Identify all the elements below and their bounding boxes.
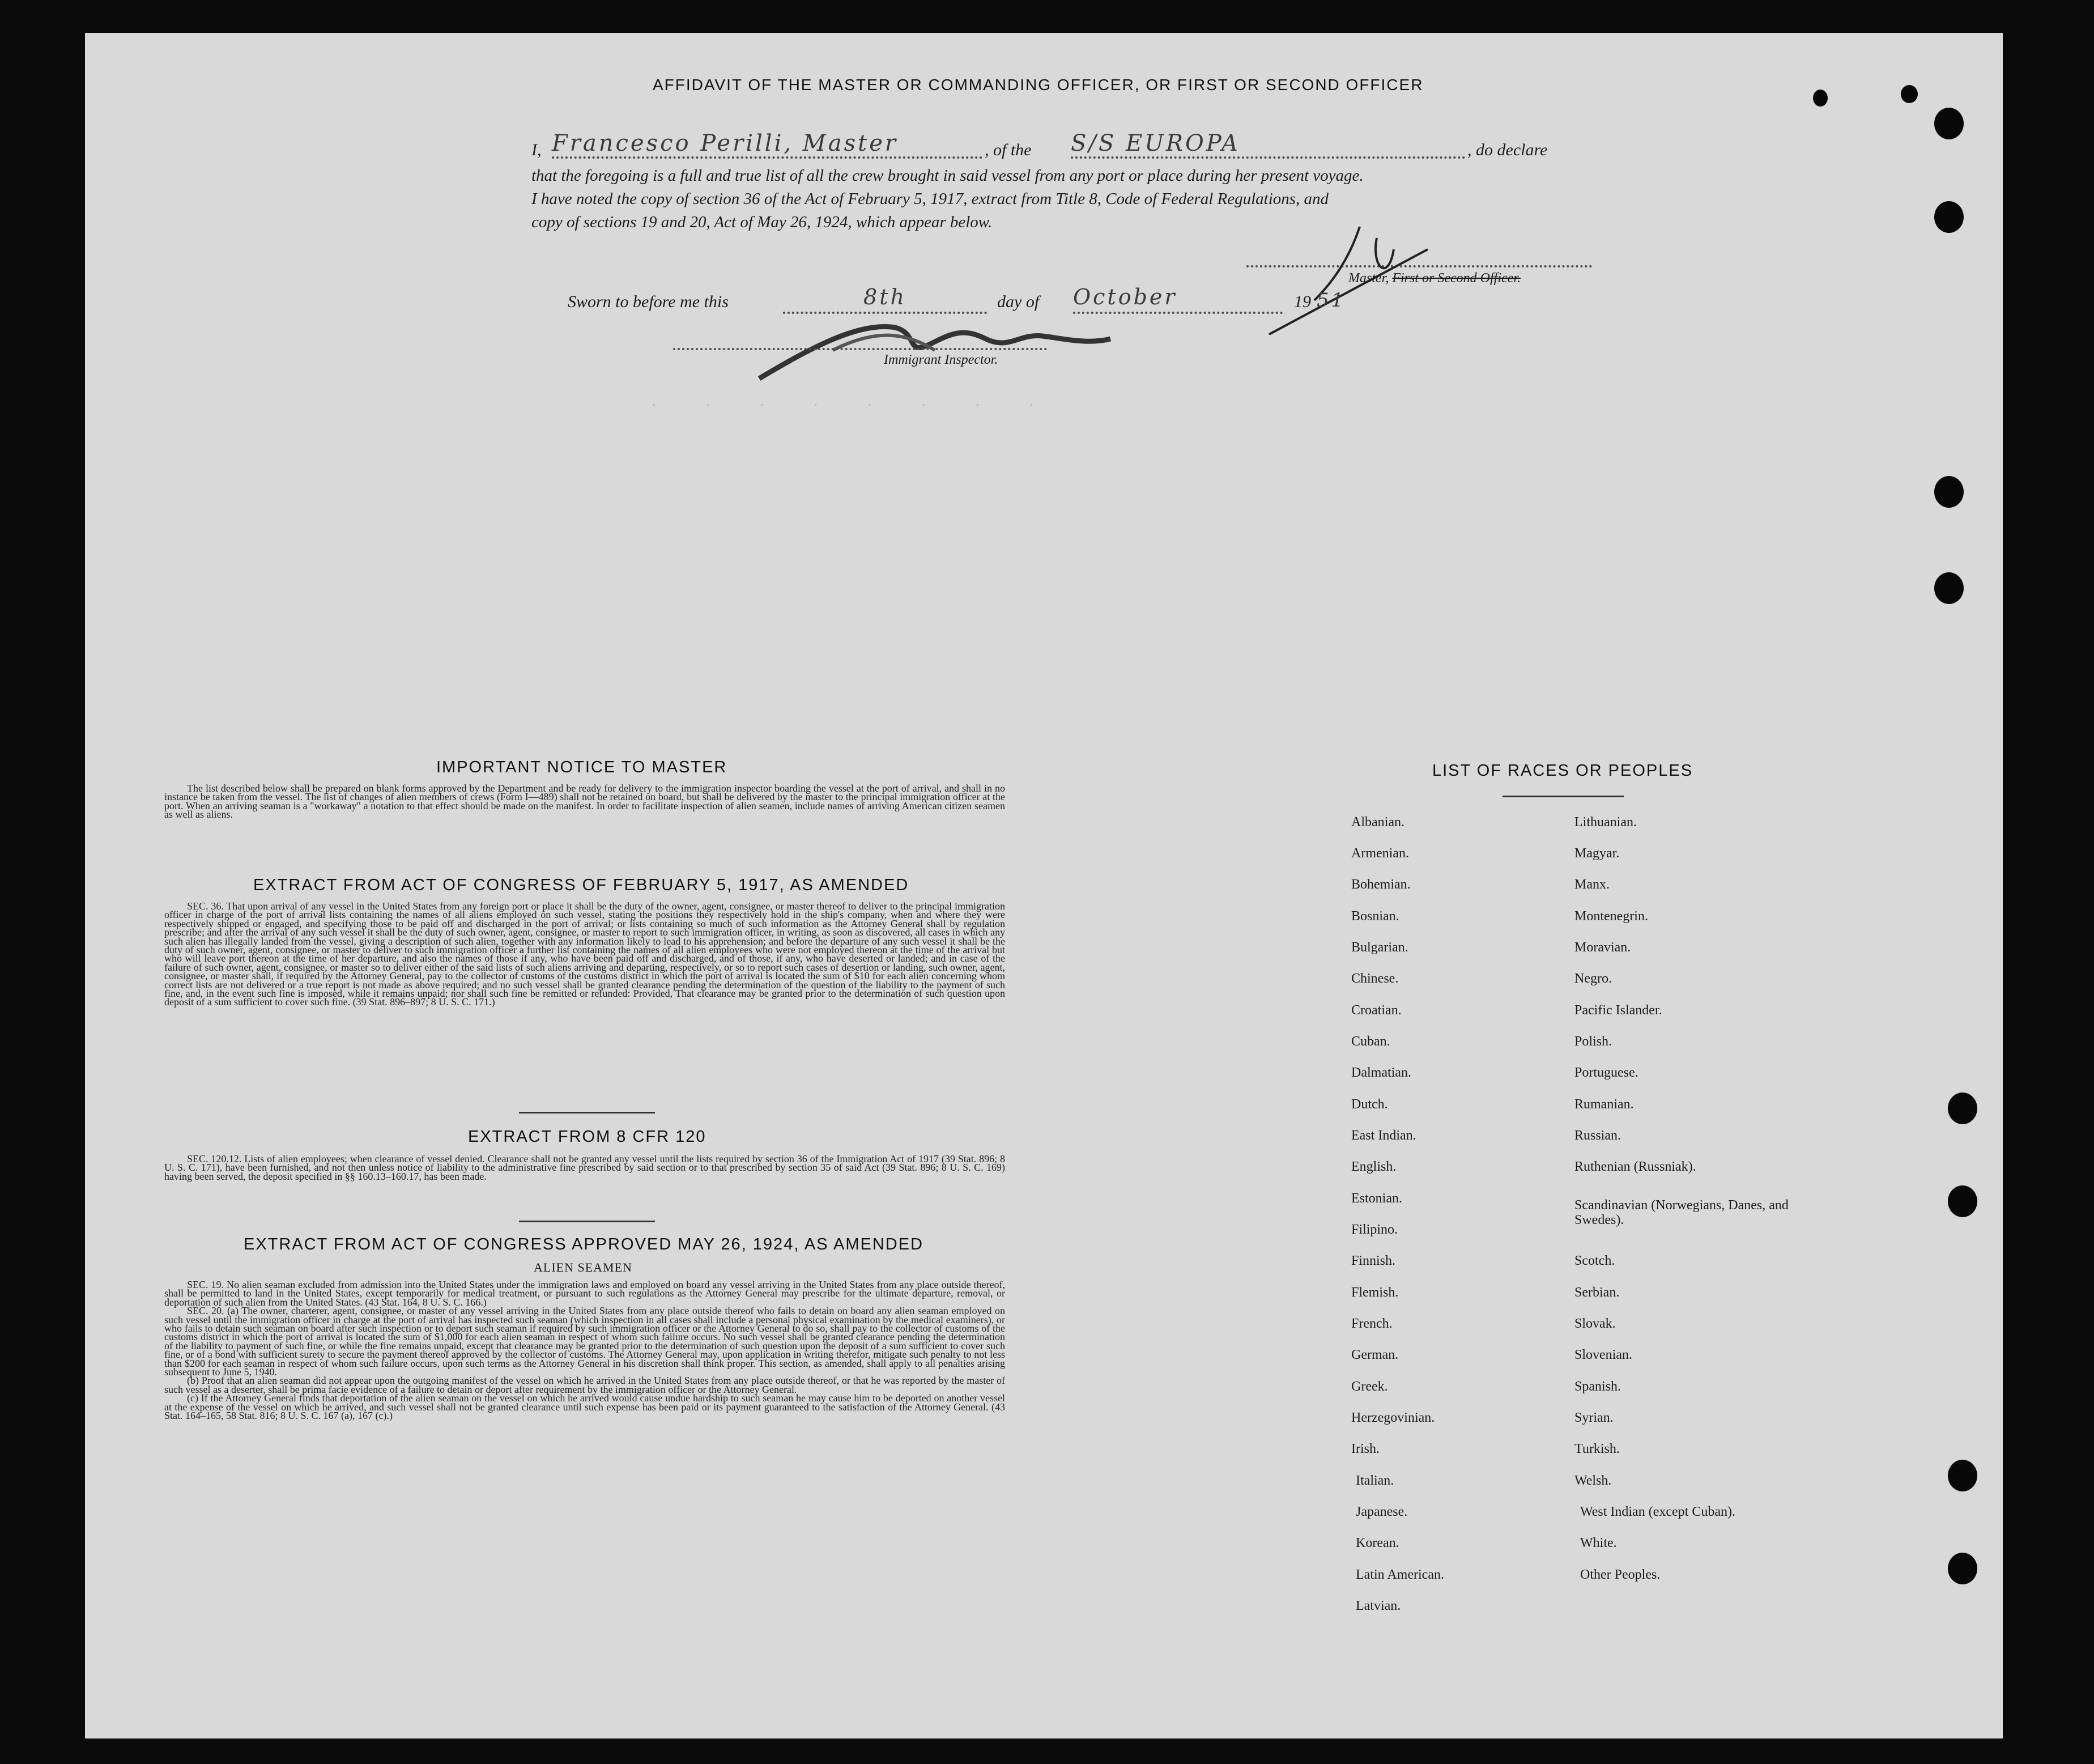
race-item: Ruthenian (Russniak). <box>1574 1159 1696 1174</box>
notice-text: The list described below shall be prepared on blank forms approved by the Department and be ready for delivery to the immigration inspector boarding the vessel at the port of arrival, and shall in no instance be taken from the vessel. The list of changes of alien members of crews (Form I—489) shall not be retained on board, but shall be delivered by the master to the principal immigration officer at the port. When an arriving seaman is a "workaway" a notation to that effect should be made on the manifest. In order to facilitate inspection of alien seamen, include names of arriving American citizen seamen as well as aliens. <box>164 783 1005 821</box>
binder-hole <box>1948 1553 1977 1584</box>
race-item: Albanian. <box>1351 815 1404 830</box>
race-item: Manx. <box>1574 877 1610 892</box>
race-item: Herzegovinian. <box>1351 1410 1435 1425</box>
sec-20c-text: (c) If the Attorney General finds that deportation of the alien seaman on the vessel on which he arrived would cause undue hardship to such seaman he may cause him to be deported on another vessel at the expense of the vessel on which he arrived, and such vessel shall not be granted clearance until such expense has been paid or its payment guaranteed to the satisfaction of the Attorney General. (43 Stat. 164–165, 58 Stat. 816; 8 U. S. C. 167 (a), 167 (c).) <box>164 1392 1005 1422</box>
race-item: Greek. <box>1351 1379 1388 1394</box>
race-item: Flemish. <box>1351 1285 1399 1300</box>
race-item: Slovenian. <box>1574 1348 1632 1362</box>
officer-label-struck: First or Second Officer. <box>1392 271 1521 286</box>
alien-seamen-subtitle: ALIEN SEAMEN <box>534 1260 632 1274</box>
inspector-signature-line <box>673 348 1047 350</box>
race-item: Spanish. <box>1574 1379 1621 1394</box>
officer-label-master: Master, <box>1348 271 1393 286</box>
race-item: Polish. <box>1574 1034 1612 1049</box>
race-item: Croatian. <box>1351 1003 1402 1018</box>
race-item: Magyar. <box>1574 846 1620 861</box>
declaration-line-4: copy of sections 19 and 20, Act of May 26, 1924, which appear below. <box>531 213 993 231</box>
inspector-label: Immigrant Inspector. <box>884 352 998 367</box>
race-item: Turkish. <box>1574 1442 1620 1456</box>
declaration-line-3: I have noted the copy of section 36 of the Act of February 5, 1917, extract from Title 8, Code of Federal Regulations, and <box>531 190 1329 208</box>
extract-1924-title: EXTRACT FROM ACT OF CONGRESS APPROVED MAY 26, 1924, AS AMENDED <box>244 1235 923 1253</box>
race-item: Irish. <box>1351 1442 1380 1456</box>
sworn-label: Sworn to before me this <box>568 292 729 311</box>
race-item: Russian. <box>1574 1128 1621 1143</box>
binder-hole <box>1813 90 1828 107</box>
extract-1917-title: EXTRACT FROM ACT OF CONGRESS OF FEBRUARY 5, 1917, AS AMENDED <box>253 876 909 894</box>
race-item: Bohemian. <box>1351 877 1411 892</box>
extract-1917-text: SEC. 36. That upon arrival of any vessel in the United States from any foreign port or place it shall be the duty of the owner, agent, consignee, or master thereof to deliver to the principal immigration officer in charge of the port of arrival lists containing the names of all aliens employed on such vessel, stating the positions they respectively hold in the ship's company, when and where they were respectively shipped or engaged, and specifying those to be paid off and discharged in the port of arrival; or lists containing so much of such information as the Attorney General shall by regulation prescribe; and after the arrival of any such vessel it shall be the duty of such owner, agent, consignee, or master to report to such immigration officer, in writing, as soon as discovered, all cases in which any such alien has illegally landed from the vessel, giving a description of such alien, together with any information likely to lead to his apprehension; and before the departure of any such vessel it shall be the duty of such owner, agent, consignee, or master to deliver to such immigration officer a further list containing the names of all alien employees who were not employed thereon at the time of the arrival but who will leave port thereon at the time of her departure, and also the names of those if any, who have been paid off and discharged, and of those, if any, who have deserted or landed; and in case of the failure of such owner, agent, consignee, or master so to deliver either of the said lists of such aliens arriving and departing, respectively, or so to report such cases of desertion or landing, such owner, agent, consignee, or master shall, if required by the Attorney General, pay to the collector of customs of the customs district in which the port of arrival is located the sum of $10 for each alien concerning whom correct lists are not delivered or a true report is not made as above required; and no such vessel shall be granted clearance pending the determination of the question of the liability to the payment of such fine, and, in the event such fine is imposed, while it remains unpaid; nor shall such fine be remitted or refunded: Provided, That clearance may be granted prior to the determination of such question upon deposit of a sum sufficient to cover such fine. (39 Stat. 896–897; 8 U. S. C. 171.) <box>164 900 1005 1008</box>
binder-hole <box>1901 85 1918 103</box>
affidavit-title: AFFIDAVIT OF THE MASTER OR COMMANDING OFFICER, OR FIRST OR SECOND OFFICER <box>653 76 1424 93</box>
of-the-label: , of the <box>985 141 1032 159</box>
race-item: Latvian. <box>1356 1599 1401 1613</box>
day-of-label: day of <box>997 292 1040 311</box>
race-item: French. <box>1351 1316 1393 1331</box>
race-item: Portuguese. <box>1574 1065 1638 1080</box>
race-item: Scotch. <box>1574 1253 1615 1268</box>
section-divider <box>519 1112 655 1113</box>
race-item: Latin American. <box>1356 1567 1444 1582</box>
race-item: Pacific Islander. <box>1574 1003 1662 1018</box>
race-item: East Indian. <box>1351 1128 1416 1143</box>
race-item: Slovak. <box>1574 1316 1616 1331</box>
race-item: Montenegrin. <box>1574 909 1648 924</box>
race-item: Rumanian. <box>1574 1097 1634 1112</box>
binder-hole <box>1934 572 1964 604</box>
race-item: Italian. <box>1356 1473 1394 1488</box>
master-name-field: Francesco Perilli, Master <box>552 130 982 159</box>
race-item: Chinese. <box>1351 971 1399 986</box>
race-item: Finnish. <box>1351 1253 1396 1268</box>
races-title-underline <box>1503 796 1624 797</box>
races-title: LIST OF RACES OR PEOPLES <box>1432 762 1693 780</box>
race-item: Estonian. <box>1351 1191 1402 1206</box>
binder-hole <box>1934 476 1964 508</box>
notice-title: IMPORTANT NOTICE TO MASTER <box>436 758 727 776</box>
race-item: Bulgarian. <box>1351 940 1408 955</box>
race-item: English. <box>1351 1159 1397 1174</box>
officer-label <box>1348 271 1521 286</box>
race-item: White. <box>1580 1536 1617 1550</box>
sworn-day-field: 8th <box>783 284 987 314</box>
sec-20b-text: (b) Proof that an alien seaman did not appear upon the outgoing manifest of the vessel on which he arrived in the United States from any place outside thereof, or that he was reported by the master of such vessel as a deserter, shall be prima facie evidence of a failure to detain or deport after requirement by the immigration officer or the Attorney General. <box>164 1375 1005 1395</box>
race-item: Moravian. <box>1574 940 1631 955</box>
binder-hole <box>1948 1460 1977 1491</box>
sec-20a-text: SEC. 20. (a) The owner, charterer, agent, consignee, or master of any vessel arriving in the United States from any place outside thereof who fails to detain on board any alien seaman employed on such vessel until the immigration officer in charge at the port of arrival has inspected such seaman (which inspection in all cases shall include a personal physical examination by the medical examiners), or who fails to detain such seaman on board after such inspection or to deport such seaman if required by such immigration officer or the Attorney General to do so, shall pay to the collector of customs of the customs district in which the port of arrival is located the sum of $1,000 for each alien seaman in respect of whom such failure occurs. No such vessel shall be granted clearance pending the determination of the liability to payment of such fine, or while the fine remains unpaid, except that clearance may be granted prior to the determination of such question upon the deposit of a sum sufficient to cover such fine, or of a bond with sufficient surety to secure the payment thereof approved by the collector of customs. The Attorney General may, upon application in writing therefor, mitigate such penalty to not less than $200 for each seaman in respect of whom such failure occurs, upon such terms as the Attorney General in his discretion shall think proper. This section, as amended, shall apply to all penalties arising subsequent to June 5, 1940. <box>164 1305 1005 1378</box>
vessel-name-field: S/S EUROPA <box>1071 130 1465 159</box>
race-item: Korean. <box>1356 1536 1399 1550</box>
year-suffix-field: 51 <box>1317 289 1346 312</box>
binder-hole <box>1948 1093 1977 1124</box>
race-item: Dutch. <box>1351 1097 1388 1112</box>
declaration-line <box>531 130 1597 165</box>
binder-hole <box>1948 1185 1977 1217</box>
race-item: Cuban. <box>1351 1034 1390 1049</box>
do-declare-label: , do declare <box>1467 141 1548 159</box>
binder-hole <box>1934 108 1964 139</box>
sec-19-text: SEC. 19. No alien seaman excluded from admission into the United States under the immigration laws and employed on board any vessel arriving in the United States from any place outside thereof, shall be permitted to land in the United States, except temporarily for medical treatment, or pursuant to such regulations as the Attorney General may prescribe for the ultimate departure, removal, or deportation of such alien from the United States. (43 Stat. 164, 8 U. S. C. 166.) <box>164 1279 1005 1308</box>
race-item: Armenian. <box>1351 846 1409 861</box>
inspector-signature <box>748 311 1122 384</box>
race-item: German. <box>1351 1348 1399 1362</box>
race-item: Dalmatian. <box>1351 1065 1411 1080</box>
binder-hole <box>1934 201 1964 233</box>
declaration-line-2: that the foregoing is a full and true list of all the crew brought in said vessel from any port or place during her present voyage. <box>531 167 1364 185</box>
race-item: Scandinavian (Norwegians, Danes, and Swedes). <box>1574 1198 1789 1227</box>
race-item: Negro. <box>1574 971 1612 986</box>
race-item: Japanese. <box>1356 1504 1408 1519</box>
extract-cfr-title: EXTRACT FROM 8 CFR 120 <box>468 1128 706 1146</box>
extract-1924-text <box>164 1281 1005 1421</box>
race-item: Welsh. <box>1574 1473 1612 1488</box>
race-item: Filipino. <box>1351 1222 1398 1237</box>
extract-cfr-text: SEC. 120.12. Lists of alien employees; when clearance of vessel denied. Clearance shall not be granted any vessel until the lists required by section 36 of the Immigration Act of 1917 (39 Stat. 896; 8 U. S. C. 171), have been furnished, and not then unless notice of liability to the administrative fine prescribed by said section or to that prescribed by section 35 of said Act (39 Stat. 896; 8 U. S. C. 169) having been served, the deposit specified in §§ 160.13–160.17, has been made. <box>164 1153 1005 1182</box>
i-label: I, <box>531 141 542 159</box>
section-divider <box>519 1221 655 1222</box>
race-item: Lithuanian. <box>1574 815 1637 830</box>
race-item: West Indian (except Cuban). <box>1580 1504 1735 1519</box>
race-item: Serbian. <box>1574 1285 1620 1300</box>
bleed-through-marks: · · · · · · · · <box>652 397 1057 413</box>
declaration-text <box>531 164 1597 234</box>
sworn-month-field: October <box>1073 284 1283 314</box>
year-prefix: 19 <box>1294 292 1311 311</box>
race-item: Other Peoples. <box>1580 1567 1661 1582</box>
race-item: Bosnian. <box>1351 909 1399 924</box>
race-item: Syrian. <box>1574 1410 1614 1425</box>
